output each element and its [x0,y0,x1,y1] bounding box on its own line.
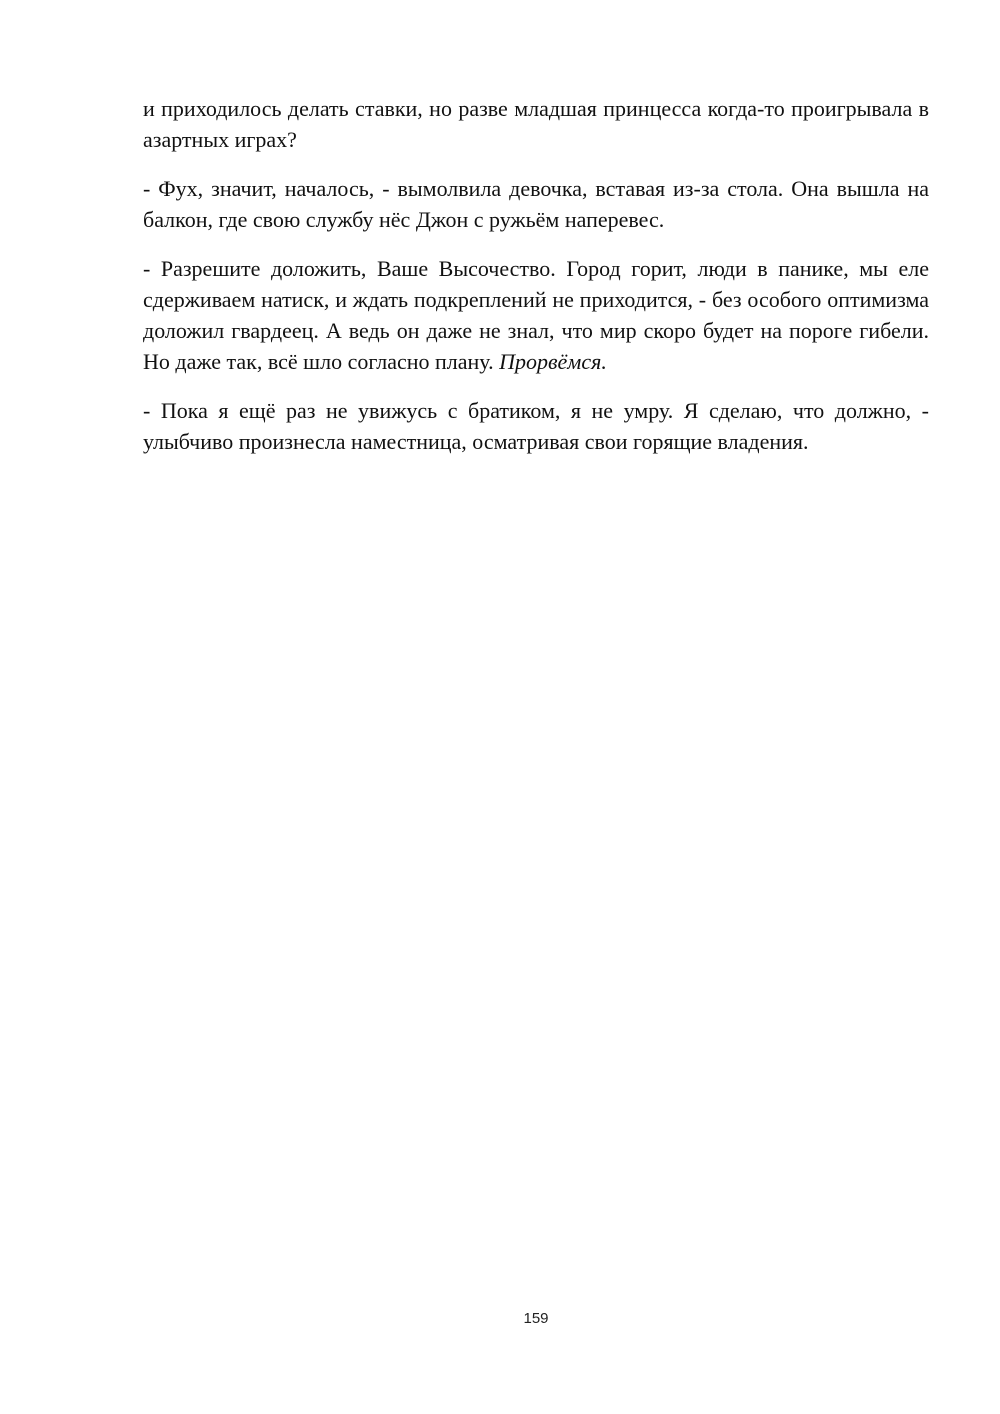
paragraph-2 [143,173,929,235]
paragraph-3-text: - Разрешите доложить, Ваше Высочество. Город горит, люди в панике, мы еле сдерживаем натиск, и ждать подкреплений не приходится, - без особого оптимизма доложил гвардеец. А ведь он даже не знал, что мир скоро будет на пороге гибели. Но даже так, всё шло согласно плану. [143,256,929,374]
paragraph-3 [143,253,929,377]
paragraph-1-text: и приходилось делать ставки, но разве младшая принцесса когда-то проигрывала в азартных играх? [143,96,929,152]
paragraph-4 [143,395,929,457]
body-text [143,93,929,457]
page-number: 159 [523,1310,549,1327]
paragraph-4-text: - Пока я ещё раз не увижусь с братиком, я не умру. Я сделаю, что должно, - улыбчиво произнесла наместница, осматривая свои горящие владения. [143,398,929,454]
paragraph-1 [143,93,929,155]
paragraph-2-text: - Фух, значит, началось, - вымолвила девочка, вставая из-за стола. Она вышла на балкон, где свою службу нёс Джон с ружьём наперевес. [143,176,929,232]
paragraph-3-italic-text: Прорвёмся. [499,349,607,374]
